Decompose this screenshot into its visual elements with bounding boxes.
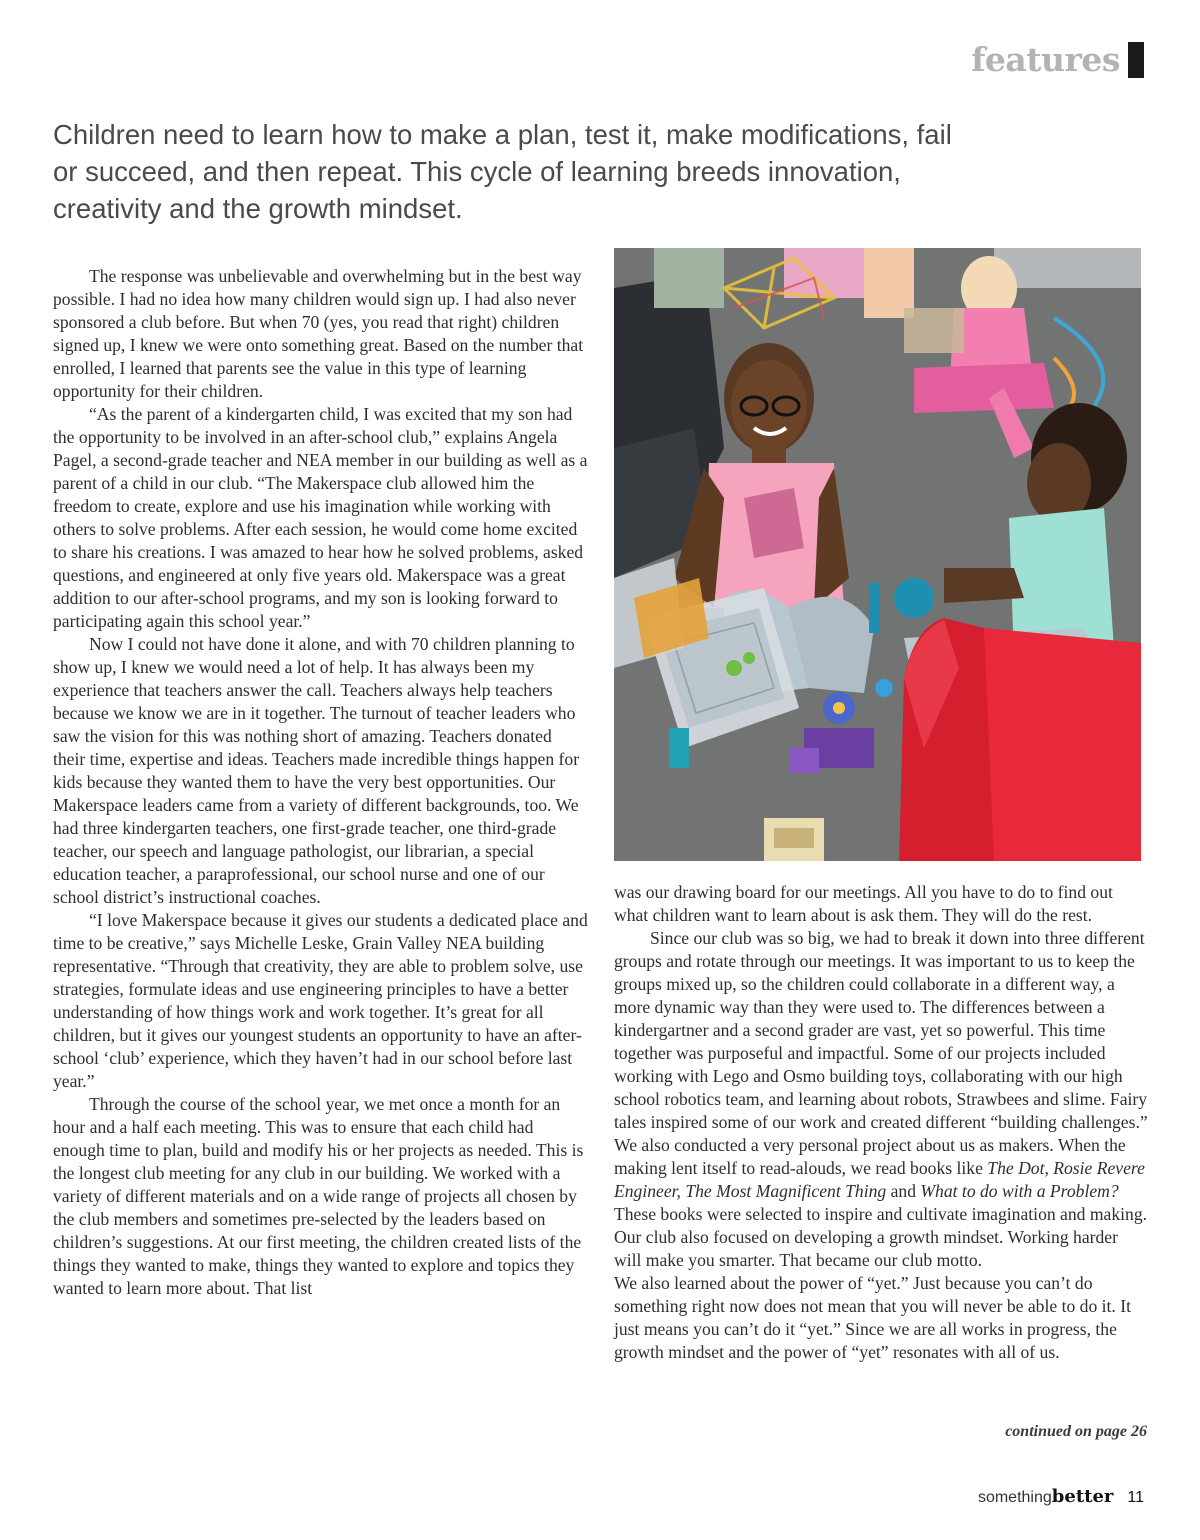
section-header [971,40,1144,79]
paragraph: Through the course of the school year, we met once a month for an hour and a half each meeting. This was to ensure that each child had enough time to plan, build and modify his or her projects as needed. This is the longest club meeting for any club in our building. We worked with a variety of different materials and on a wide range of projects all chosen by the club members and sometimes pre-selected by the leaders based on children’s suggestions. At our first meeting, the children created lists of the things they wanted to make, things they wanted to explore and topics they wanted to learn more about. That list [53,1094,584,1298]
pull-quote: Children need to learn how to make a plan, test it, make modifications, fail or succeed, and then repeat. This cycle of learning breeds innovation, creativity and the growth mindset. [53,119,952,224]
article-left-column [53,265,588,1300]
article-photo [614,248,1141,861]
photo-children-building [614,248,1141,861]
paragraph [614,927,1149,1272]
paragraph: Now I could not have done it alone, and with 70 children planning to show up, I knew we would need a lot of help. It has always been my experience that teachers answer the call. Teachers always help teachers because we know we are in it together. The turnout of teacher leaders who saw the vision for this was nothing short of amazing. Teachers donated their time, expertise and ideas. Teachers made incredible things happen for kids because they wanted them to have the very best opportunities. Our Makerspace leaders came from a variety of different backgrounds, too. We had three kindergarten teachers, one first-grade teacher, one third-grade teacher, our speech and language pathologist, our librarian, a special education teacher, a paraprofessional, our school nurse and one of our school district’s instructional coaches. [53,634,580,907]
paragraph-text: Since our club was so big, we had to break it down into three different groups and rotate through our meetings. It was important to us to keep the groups mixed up, so the children could collaborate in a different way, a more dynamic way than they were used to. The differences between a kindergartner and a second grader are vast, yet so powerful. This time together was purposeful and impactful. Some of our projects included working with Lego and Osmo building toys, collaborating with our high school robotics team, and learning about robots, Strawbees and slime. Fairy tales inspired some of our work and created different “building challenges.” We also conducted a very personal project about us as makers. When the making lent itself to read-alouds, we read books like [614,928,1148,1178]
book-titles: The Dot, Rosie Revere Engineer, The Most Magnificent Thing [614,1158,1145,1201]
page-footer [978,1486,1144,1507]
continued-note: continued on page 26 [1005,1423,1147,1440]
paragraph: The response was unbelievable and overwhelming but in the best way possible. I had no idea how many children would sign up. I had also never sponsored a club before. But when 70 (yes, you read that right) children signed up, I knew we were onto something great. Based on the number that enrolled, I learned that parents see the value in this type of learning opportunity for their children. [53,266,584,401]
book-title: What to do with a Problem? [920,1181,1119,1201]
section-label: features [971,40,1120,79]
footer-brand-bold: better [1051,1486,1114,1507]
footer-brand-light: something [977,1489,1052,1506]
paragraph: “As the parent of a kindergarten child, I was excited that my son had the opportunity to be involved in an after-school club,” explains Angela Pagel, a second-grade teacher and NEA member in our building as well as a parent of a child in our club. “The Makerspace club allowed him the freedom to create, explore and use his imagination while working with others to solve problems. After each session, he would come home excited to share his creations. I was amazed to hear how he solved problems, asked questions, and engineered at only five years old. Makerspace was a great addition to our after-school programs, and my son is looking forward to participating again this school year.” [53,404,588,631]
paragraph-text: These books were selected to inspire and cultivate imagination and making. Our club also focused on developing a growth mindset. Working harder will make you smarter. That became our club motto. [614,1204,1148,1270]
paragraph: was our drawing board for our meetings. All you have to do to find out what children want to learn about is ask them. They will do the rest. [614,882,1113,925]
page-number: 11 [1127,1489,1144,1506]
article-right-column [614,881,1149,1364]
paragraph: We also learned about the power of “yet.” Just because you can’t do something right now does not mean that you will never be able to do it. It just means you can’t do it “yet.” Since we are all works in progress, the growth mindset and the power of “yet” resonates with all of us. [614,1273,1131,1362]
section-bar [1128,42,1144,78]
paragraph-text: and [886,1181,921,1201]
paragraph: “I love Makerspace because it gives our students a dedicated place and time to be creative,” says Michelle Leske, Grain Valley NEA building representative. “Through that creativity, they are able to problem solve, use strategies, formulate ideas and use engineering principles to have a better understanding of how things work and work together. It’s great for all children, but it gives our youngest students an opportunity to have an after-school ‘club’ experience, which they haven’t had in our school before last year.” [53,910,588,1091]
